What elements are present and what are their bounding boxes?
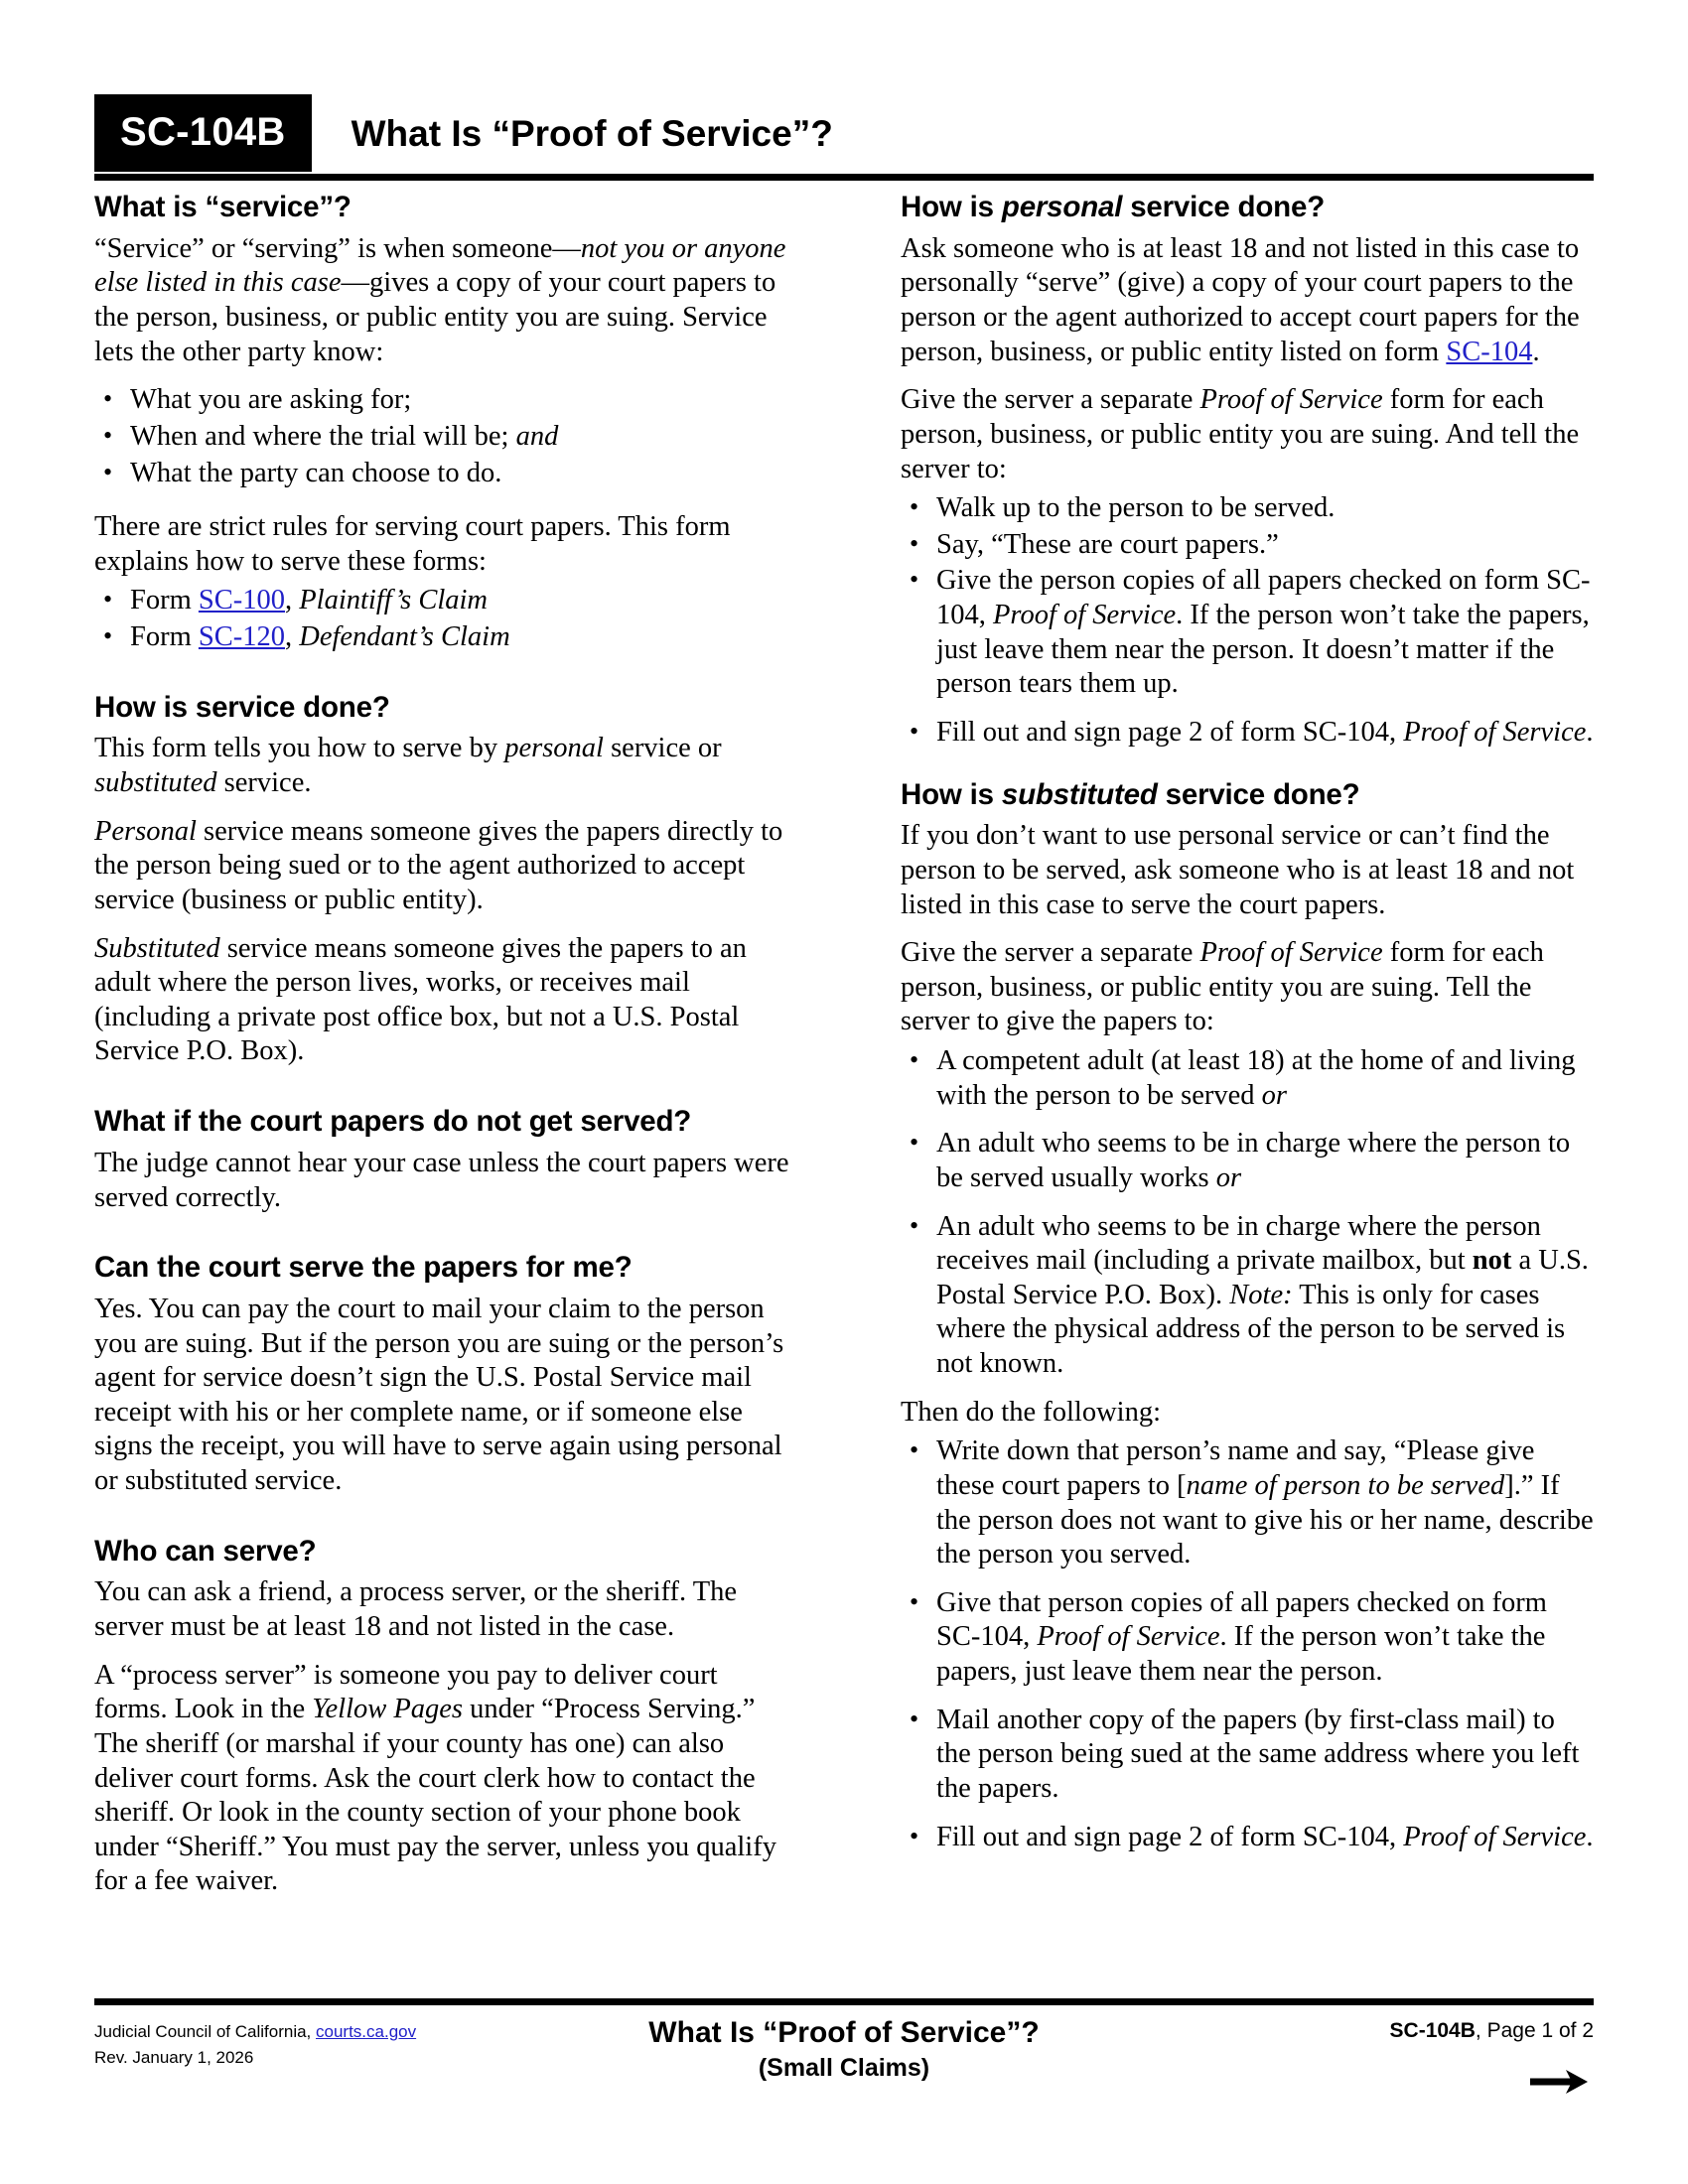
form-link-sc-104[interactable]: SC-104 [1446,336,1533,367]
next-page-arrow-icon [1528,2067,1590,2103]
list-item-label: When and where the trial will be; [130,420,516,452]
list-item-label: Mail another copy of the papers (by first-class mail) to the person being sued at the same address where you left the papers. [936,1704,1580,1804]
text-run: , [285,621,300,653]
document-header [94,94,1594,172]
list-item-prefix: Form [130,585,199,616]
text-run: —gives a copy of your court papers to the person, business, or public entity you are suing. Service lets the other party know: [94,267,776,367]
page-title: What Is “Proof of Service”? [351,112,833,154]
paragraph-court-serve-answer: Yes. You can pay the court to mail your claim to the person you are suing. But if the person you are suing or the person’s agent for service doesn’t sign the U.S. Postal Service mail receipt with his or her complete name, or if someone else signs the receipt, you will have to serve again using personal or substituted service. [94,1293,784,1497]
footer-revision: Rev. January 1, 2026 [94,2047,254,2067]
text-run: service or [603,733,722,764]
list-item-prefix: An adult who seems to be in charge where the person receives mail (including a private mailbox, but [936,1210,1541,1277]
text-run: . [1586,716,1594,748]
text-run-italic: substituted [94,767,217,799]
footer-subtitle: (Small Claims) [758,2053,930,2082]
list-item-prefix: Give that person copies of all papers checked on form SC-104, [936,1586,1547,1653]
list-item-label: Say, “These are court papers.” [936,528,1279,560]
list-item-prefix: Give the person copies of all papers checked on form SC-104, [936,565,1591,631]
footer-title-block [94,2015,1594,2084]
text-run: . If the person won’t take the papers, just leave them near the person. [936,1621,1546,1688]
list-item [901,1210,1596,1382]
text-run: ].” If the person does not want to give his or her name, describe the person you served. [936,1469,1594,1570]
list-item-prefix: Form [130,621,199,653]
text-run: Give the server a separate [901,937,1200,969]
text-run: service. [216,767,312,799]
paragraph-give-server-proof [901,383,1596,486]
text-run-italic: substituted [1001,777,1158,811]
section-heading-how-is-service-done: How is service done? [94,690,390,724]
content-columns [94,191,1596,1899]
text-run-italic: Yellow Pages [312,1694,464,1725]
text-run-italic: Substituted [94,932,220,964]
list-personal-service-steps [901,491,1596,750]
text-run: Judicial Council of California, [94,2022,316,2041]
footer-page-block [1390,2019,1594,2043]
list-item-prefix: Fill out and sign page 2 of form SC-104, [936,716,1404,748]
list-item-prefix: An adult who seems to be in charge where the person to be served usually works [936,1128,1571,1193]
list-item [94,584,789,618]
text-run: . [1532,336,1540,367]
text-run-italic: Proof of Service [1199,384,1383,416]
paragraph-process-server [94,1659,789,1899]
document-footer [94,2013,1594,2122]
list-item-label: What the party can choose to do. [130,457,502,488]
text-run: . [1586,1821,1594,1852]
list-item [901,1127,1596,1195]
list-item [901,1821,1596,1855]
text-run: How is [901,777,1002,811]
paragraph-strict-rules: There are strict rules for serving court papers. This form explains how to serve these forms: [94,511,731,577]
form-link-sc-100[interactable]: SC-100 [198,585,285,616]
section-heading-personal-service [901,191,1596,225]
list-item-prefix: Fill out and sign page 2 of form SC-104, [936,1821,1404,1852]
paragraph-give-server-proof-sub [901,936,1596,1039]
text-run: a U.S. Postal Service P.O. Box). [936,1245,1589,1310]
paragraph-ask-someone [901,232,1596,370]
paragraph-substituted-intro: If you don’t want to use personal service or can’t find the person to be served, ask someone who is at least 18 and not listed in this case to serve the court papers. [901,820,1575,920]
list-item [901,564,1596,702]
list-item-prefix: Write down that person’s name and say, “Please give these court papers to [ [936,1435,1535,1501]
list-item [94,420,789,455]
text-run: service means someone gives the papers directly to the person being sued or to the agent authorized to accept service (business or public entity). [94,815,783,915]
text-run-italic: Proof of Service [1037,1621,1220,1653]
text-run: service means someone gives the papers to an adult where the person lives, works, or receives mail (including a private post office box, but not a U.S. Postal Service P.O. Box). [94,932,747,1067]
paragraph-substituted-service [94,932,789,1070]
text-run: “Service” or “serving” is when someone— [94,232,581,264]
text-run-italic: Personal [94,815,197,847]
list-item-prefix: A competent adult (at least 18) at the home of and living with the person to be served [936,1045,1576,1111]
text-run: Ask someone who is at least 18 and not listed in this case to personally “serve” (give) a copy of your court papers to the person or the agent authorized to accept court papers for the person, business, or public entity listed on form [901,232,1580,367]
text-run-italic: Proof of Service [993,600,1177,631]
footer-page-line [1390,2019,1594,2043]
form-code-badge: SC-104B [94,94,312,172]
list-item [901,1044,1596,1113]
list-item [94,457,789,491]
list-substituted-steps [901,1434,1596,1854]
text-run-italic: Note: [1229,1279,1293,1310]
text-run-italic: Proof of Service [1199,937,1383,969]
text-run: service done? [1122,191,1326,223]
text-run: This form tells you how to serve by [94,733,505,764]
text-run-italic: Proof of Service [1403,1821,1587,1852]
list-service-tells [94,383,789,490]
paragraph-then-do-following: Then do the following: [901,1396,1161,1428]
text-run-italic: not you or anyone else listed in this case [94,232,786,299]
paragraph-service-definition [94,232,789,370]
text-run-italic: and [515,420,559,452]
list-item-label: What you are asking for; [130,384,412,416]
text-run: form for each person, business, or public entity you are suing. And tell the server to: [901,384,1580,484]
footer-form-code: SC-104B [1389,2019,1476,2042]
section-heading-court-serve: Can the court serve the papers for me? [94,1251,633,1285]
list-item [901,1434,1596,1572]
text-run: form for each person, business, or public entity you are suing. Tell the server to give the papers to: [901,937,1544,1037]
list-item [901,1586,1596,1690]
text-run-italic: or [1261,1079,1288,1111]
paragraph-personal-service [94,815,789,918]
section-heading-not-served: What if the court papers do not get served? [94,1105,692,1139]
form-link-sc-120[interactable]: SC-120 [198,621,285,653]
list-item [901,528,1596,563]
text-run: This is only for cases where the physical address of the person to be served is not known. [936,1279,1566,1380]
list-substituted-recipients [901,1044,1596,1382]
text-run: , [285,585,300,616]
list-item [901,491,1596,526]
paragraph-judge-cannot-hear: The judge cannot hear your case unless the court papers were served correctly. [94,1147,789,1213]
text-run-italic: personal [1001,191,1123,223]
text-run-italic: Defendant’s Claim [299,621,510,653]
text-run-italic: name of person to be served [1186,1469,1505,1501]
section-heading-who-can-serve: Who can serve? [94,1534,317,1568]
text-run: . If the person won’t take the papers, just leave them near the person. It doesn’t matter if the person tears them up. [936,600,1590,700]
section-heading-what-is-service: What is “service”? [94,191,352,223]
text-run: under “Process Serving.” The sheriff (or marshal if your county has one) can also deliver court forms. Ask the court clerk how to contact the sheriff. Or look in the county section of your phone book under “Sheriff.” You must pay the server, unless you qualify for a fee waiver. [94,1694,776,1897]
section-heading-substituted-service [901,778,1596,813]
text-run: A “process server” is someone you pay to deliver court forms. Look in the [94,1659,718,1725]
header-rule [94,174,1594,181]
text-run-italic: Proof of Service [1403,716,1587,748]
text-run: How is [901,191,1002,223]
paragraph-service-types [94,732,789,800]
list-item-label: Walk up to the person to be served. [936,492,1336,524]
footer-rule [94,1998,1594,2005]
text-run: service done? [1157,777,1360,811]
courts-website-link[interactable]: courts.ca.gov [316,2022,417,2041]
list-item [901,716,1596,751]
text-run-italic: or [1215,1161,1242,1193]
text-run-italic: personal [504,733,604,764]
text-run-italic: Plaintiff’s Claim [299,585,488,616]
list-item [94,383,789,418]
list-forms [94,584,789,654]
left-column [94,191,789,1899]
text-run: Give the server a separate [901,384,1200,416]
list-item [94,620,789,655]
list-item [901,1704,1596,1807]
footer-page-number: , Page 1 of 2 [1475,2019,1594,2042]
right-column [901,191,1596,1899]
paragraph-who-can-serve: You can ask a friend, a process server, or the sheriff. The server must be at least 18 and not listed in the case. [94,1576,738,1643]
text-run-bold: not [1472,1245,1512,1277]
footer-title: What Is “Proof of Service”? [648,2016,1040,2049]
